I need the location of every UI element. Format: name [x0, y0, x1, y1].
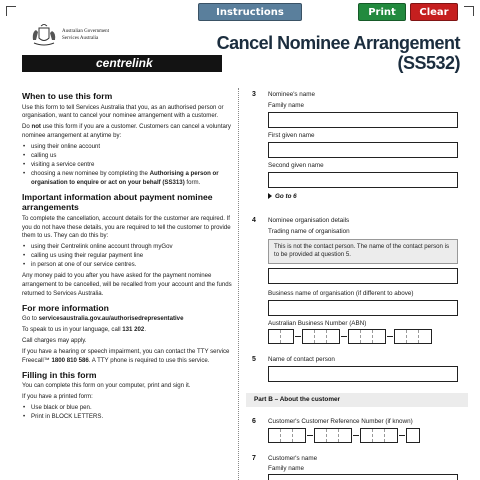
section-title: For more information — [22, 302, 109, 313]
digit-group[interactable] — [314, 428, 352, 443]
brand-name: centrelink — [96, 56, 153, 70]
business-name-label: Business name of organisation (if different to above) — [268, 290, 414, 297]
go-to-instruction — [268, 193, 297, 200]
coat-of-arms-icon — [30, 24, 58, 48]
crn-input[interactable] — [268, 428, 420, 443]
section-title: Filling in this form — [22, 369, 97, 380]
question-number: 6 — [252, 418, 256, 425]
clear-button[interactable]: Clear — [410, 3, 458, 21]
text: If you have a hearing or speech impairment, you can contact the TTY service Freecall™ — [22, 348, 230, 364]
list-item: • Use black or blue pen. — [22, 404, 232, 413]
text-bold: Authorising a person or organisation to enquire or act on your behalf (SS313) — [31, 169, 219, 186]
website-link[interactable]: servicesaustralia.gov.au/authorisedrepresentative — [38, 315, 184, 323]
digit-group[interactable] — [406, 428, 420, 443]
text: . A TTY phone is required to use this service. — [88, 356, 210, 364]
list-item: • calling us using their regular payment line — [22, 252, 232, 261]
question-number: 4 — [252, 217, 256, 224]
question-number: 3 — [252, 91, 256, 98]
gov-line-1: Australian Government — [62, 29, 110, 34]
list — [22, 143, 232, 188]
text: Do — [22, 123, 32, 131]
gov-line-2: Services Australia — [62, 35, 99, 41]
phone-number: 1800 810 586 — [51, 356, 89, 364]
instructions-column — [22, 91, 232, 424]
text: form. — [184, 178, 201, 186]
arrow-right-icon — [268, 193, 272, 199]
go-to-text: Go to 6 — [275, 193, 297, 200]
digit-group[interactable] — [268, 329, 294, 344]
brand-bar — [22, 55, 222, 72]
text-bold: not — [31, 123, 41, 131]
question-number: 7 — [252, 455, 256, 462]
list — [22, 243, 232, 270]
paragraph: Use this form to tell Services Australia that you, as an authorised person or organisation, want to cancel your nominee arrangement with a customer. — [22, 103, 224, 120]
list-item: • calling us — [22, 152, 232, 161]
nominee-family-name-input[interactable] — [268, 112, 458, 128]
paragraph: Any money paid to you after you have asked for the payment nominee arrangement to be cancelled, will be recalled from your account and the funds returned to Services Australia. — [22, 272, 232, 297]
text: use this form if you are a customer. Customers can cancel a voluntary nominee arrangement at anytime by: — [22, 123, 231, 140]
question-title: Name of contact person — [268, 356, 335, 363]
trading-name-label: Trading name of organisation — [268, 228, 350, 235]
family-name-label: Family name — [268, 102, 305, 109]
crop-mark-right — [464, 6, 474, 16]
trading-name-input[interactable] — [268, 268, 458, 284]
instructions-button[interactable]: Instructions — [198, 3, 302, 21]
abn-input[interactable] — [268, 329, 432, 344]
nominee-first-name-input[interactable] — [268, 142, 458, 158]
crop-mark-left — [6, 6, 16, 16]
paragraph — [22, 123, 232, 141]
contact-person-input[interactable] — [268, 366, 458, 382]
paragraph — [22, 315, 232, 324]
list-item: • in person at one of our service centres. — [22, 261, 232, 270]
abn-label: Australian Business Number (ABN) — [268, 320, 367, 327]
phone-number: 131 202 — [122, 326, 145, 334]
paragraph — [22, 348, 232, 366]
digit-group[interactable] — [360, 428, 398, 443]
question-title: Nominee's name — [268, 91, 316, 98]
digit-group[interactable] — [302, 329, 340, 344]
list-item — [22, 170, 232, 188]
digit-group[interactable] — [394, 329, 432, 344]
info-note: This is not the contact person. The name of the contact person is to be provided at question 5. — [268, 239, 458, 264]
list-item: • using their Centrelink online account through myGov — [22, 243, 232, 252]
digit-group[interactable] — [348, 329, 386, 344]
part-b-heading: Part B – About the customer — [246, 393, 468, 407]
text: . — [144, 326, 147, 334]
text: To speak to us in your language, call — [22, 326, 123, 334]
question-title: Customer's name — [268, 455, 318, 462]
list-item: • visiting a service centre — [22, 161, 232, 170]
paragraph: If you have a printed form: — [22, 393, 93, 401]
list-item: • using their online account — [22, 143, 232, 152]
question-number: 5 — [252, 356, 256, 363]
question-title: Customer's Customer Reference Number (if known) — [268, 418, 413, 425]
paragraph: To complete the cancellation, account details for the customer are required. If you do not have these details, you are required to tell the customer to provide them to us. They can do this by: — [22, 214, 231, 240]
list — [22, 404, 232, 422]
business-name-input[interactable] — [268, 300, 458, 316]
list-item: • Print in BLOCK LETTERS. — [22, 413, 232, 422]
customer-family-name-input[interactable] — [268, 474, 458, 480]
question-title: Nominee organisation details — [268, 217, 350, 224]
paragraph: Call charges may apply. — [22, 337, 87, 345]
section-title: When to use this form — [22, 91, 113, 101]
paragraph: You can complete this form on your computer, print and sign it. — [22, 382, 191, 390]
column-divider — [238, 88, 239, 480]
paragraph — [22, 326, 232, 335]
digit-group[interactable] — [268, 428, 306, 443]
print-button[interactable]: Print — [358, 3, 406, 21]
form-title: Cancel Nominee Arrangement — [216, 33, 460, 53]
government-logo-text — [62, 29, 109, 42]
text: Go to — [22, 315, 39, 323]
form-code: (SS532) — [397, 53, 460, 73]
second-given-name-label: Second given name — [268, 162, 324, 169]
nominee-second-name-input[interactable] — [268, 172, 458, 188]
first-given-name-label: First given name — [268, 132, 315, 139]
text: choosing a new nominee by completing the — [31, 169, 150, 177]
family-name-label: Family name — [268, 465, 305, 472]
section-title: Important information about payment nominee arrangements — [22, 191, 213, 213]
